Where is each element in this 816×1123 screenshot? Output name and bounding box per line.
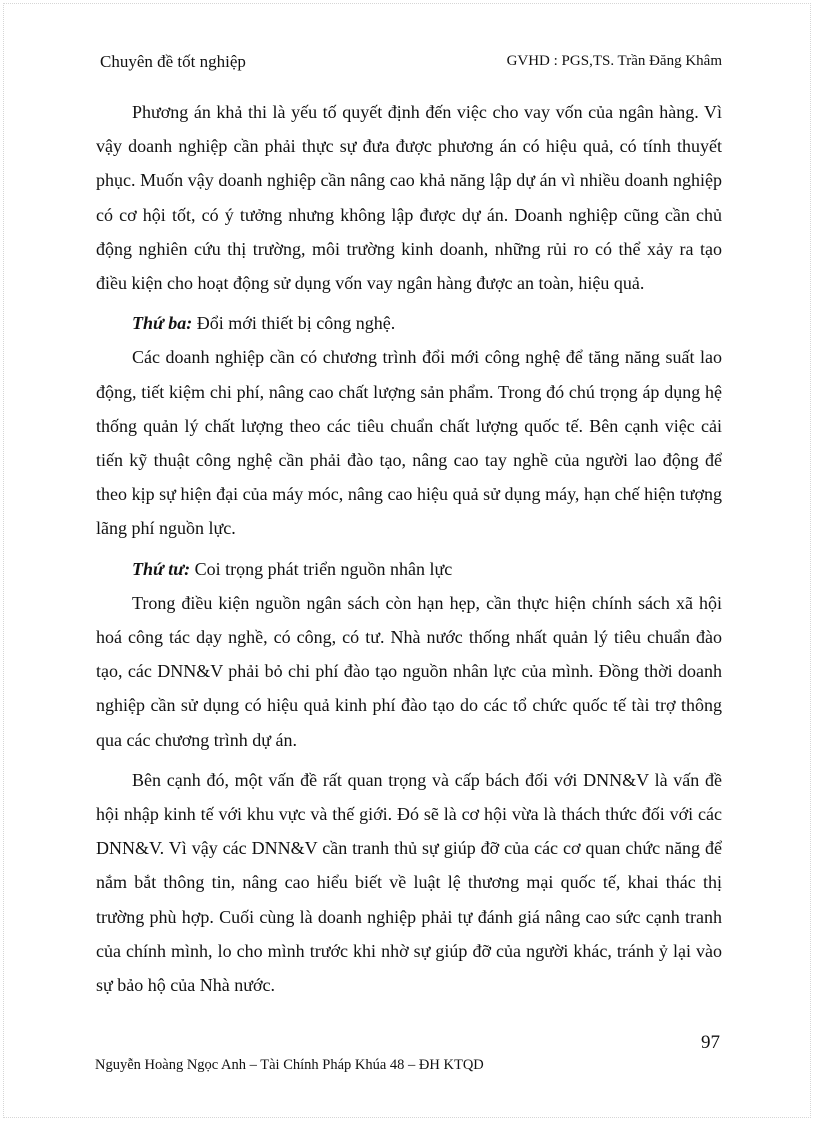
page-footer: Nguyễn Hoàng Ngọc Anh – Tài Chính Pháp Khúa 48 – ĐH KTQD [95,1057,484,1073]
page-number: 97 [701,1032,720,1053]
paragraph-human-resources: Trong điều kiện nguồn ngân sách còn hạn hẹp, cần thực hiện chính sách xã hội hoá công tác dạy nghề, có công, có tư. Nhà nước thống nhất quản lý tiêu chuẩn đào tạo, các DNN&V phải bỏ chi phí đào tạo nguồn nhân lực của mình. Đồng thời doanh nghiệp cần sử dụng có hiệu quả kinh phí đào tạo do các tổ chức quốc tế tài trợ thông qua các chương trình dự án. [96,592,722,750]
paragraph-integration: Bên cạnh đó, một vấn đề rất quan trọng và cấp bách đối với DNN&V là vấn đề hội nhập kinh tế với khu vực và thế giới. Đó sẽ là cơ hội vừa là thách thức đối với các DNN&V. Vì vậy các DNN&V cần tranh thủ sự giúp đỡ của các cơ quan chức năng để nắm bắt thông tin, nâng cao hiểu biết về luật lệ thương mại quốc tế, khai thác thị trường phù hợp. Cuối cùng là doanh nghiệp phải tự đánh giá nâng cao sức cạnh tranh của chính mình, lo cho mình trước khi nhờ sự giúp đỡ của người khác, tránh ỷ lại vào sự bảo hộ của Nhà nước. [96,769,722,996]
section-label-fourth: Thứ tư: [132,558,191,579]
section-label-third: Thứ ba: [132,313,193,334]
page-header [100,52,722,76]
section-title-fourth: Coi trọng phát triển nguồn nhân lực [190,558,453,579]
header-title: Chuyên đề tốt nghiệp [100,52,246,71]
section-heading-third [96,306,722,340]
paragraph-feasible-plan: Phương án khả thi là yếu tố quyết định đến việc cho vay vốn của ngân hàng. Vì vậy doanh nghiệp cần phải thực sự đưa được phương án có hiệu quả, có tính thuyết phục. Muốn vậy doanh nghiệp cần nâng cao khả năng lập dự án vì nhiều doanh nghiệp có cơ hội tốt, có ý tưởng nhưng không lập được dự án. Doanh nghiệp cũng cần chủ động nghiên cứu thị trường, môi trường kinh doanh, những rủi ro có thể xảy ra tạo điều kiện cho hoạt động sử dụng vốn vay ngân hàng được an toàn, hiệu quả. [96,102,722,294]
section-title-third: Đổi mới thiết bị công nghệ. [192,313,396,334]
document-body [96,95,722,1008]
section-heading-fourth [96,552,722,586]
paragraph-technology: Các doanh nghiệp cần có chương trình đổi mới công nghệ để tăng năng suất lao động, tiết kiệm chi phí, nâng cao chất lượng sản phẩm. Trong đó chú trọng áp dụng hệ thống quản lý chất lượng theo các tiêu chuẩn chất lượng quốc tế. Bên cạnh việc cải tiến kỹ thuật công nghệ cần phải đào tạo, nâng cao tay nghề của người lao động để theo kịp sự hiện đại của máy móc, nâng cao hiệu quả sử dụng máy, hạn chế hiện tượng lãng phí nguồn lực. [96,347,722,539]
header-supervisor: GVHD : PGS,TS. Trần Đăng Khâm [506,53,722,69]
